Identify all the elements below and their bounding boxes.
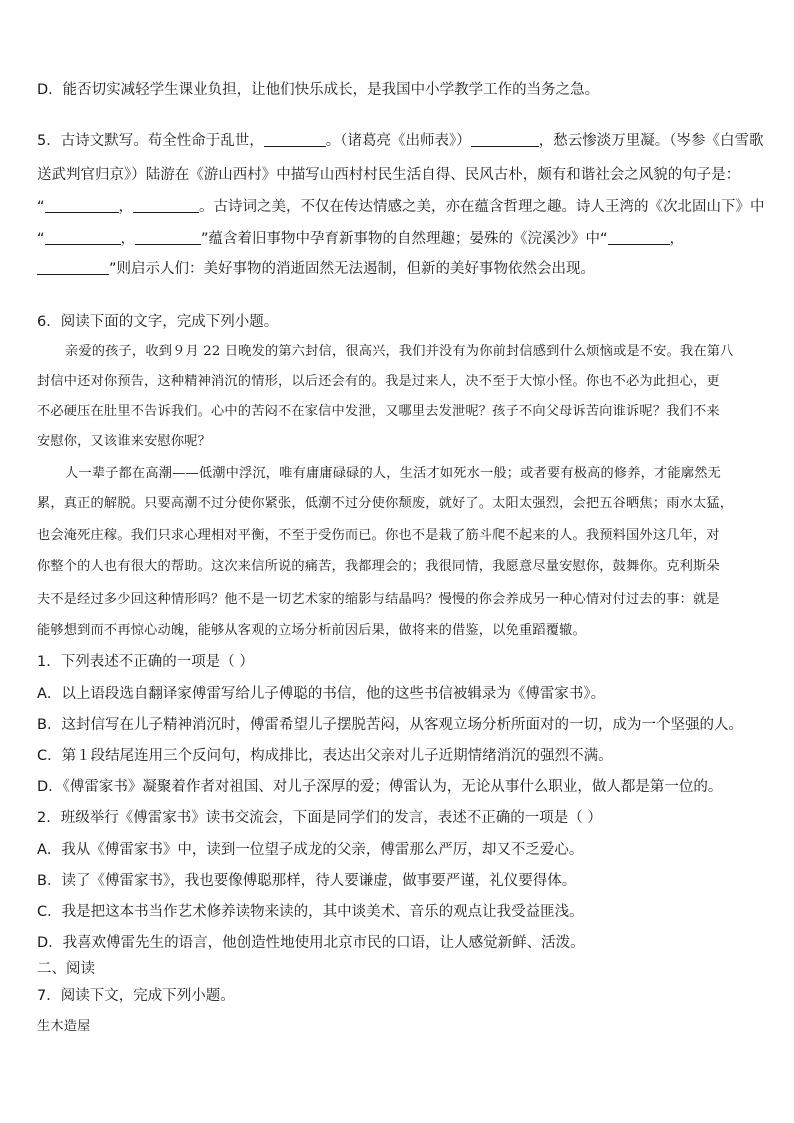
- answer-blank[interactable]: [264, 132, 326, 147]
- passage-title: 生木造屋: [37, 1019, 91, 1034]
- passage-line: 累，真正的解脱。只要高潮不过分使你紧张，低潮不过分使你颓废，就好了。太阳太强烈，会把五谷晒焦；雨水太猛，: [37, 496, 734, 511]
- passage-line: 人一辈子都在高潮——低潮中浮沉，唯有庸庸碌碌的人，生活才如死水一般；或者要有极高的修养，才能廓然无: [65, 466, 721, 481]
- answer-blank[interactable]: [608, 230, 670, 245]
- sub2-option-d[interactable]: D．我喜欢傅雷先生的语言，他创造性地使用北京市民的口语，让人感觉新鲜、活泼。: [37, 935, 585, 951]
- q5-line-1: [37, 130, 764, 152]
- passage-line: 不必硬压在肚里不告诉我们。心中的苦闷不在家信中发泄，又哪里去发泄呢？孩子不向父母诉苦向谁诉呢？我们不来: [37, 404, 720, 419]
- q7-intro: 7．阅读下文，完成下列小题。: [37, 988, 235, 1004]
- q5-text: ”则启示人们：美好事物的消逝固然无法遏制，但新的美好事物依然会出现。: [109, 261, 596, 277]
- q5-text: ”蕴含着旧事物中孕育新事物的自然理趣；晏殊的《浣溪沙》中“: [201, 231, 608, 247]
- passage-line: 也会淹死庄稼。我们只求心理相对平衡，不至于受伤而已。你也不是栽了筋斗爬不起来的人。我预料国外这几年，对: [37, 528, 720, 543]
- q5-text: 。（诸葛亮《出师表》）: [325, 133, 471, 149]
- q5-text: ，愁云惨淡万里凝。（岑参《白雪歌: [538, 133, 764, 149]
- sub1-option-b[interactable]: B．这封信写在儿子精神消沉时，傅雷希望儿子摆脱苦闷，从客观立场分析所面对的一切，成为一个坚强的人。: [37, 717, 743, 733]
- answer-blank[interactable]: [37, 260, 109, 275]
- answer-blank[interactable]: [45, 230, 121, 245]
- passage-line: 封信中还对你预告，这种精神消沉的情形，以后还会有的。我是过来人，决不至于大惊小怪。你也不必为此担心，更: [37, 374, 720, 389]
- q5-line-5: [37, 258, 757, 280]
- q5-text: 5．古诗文默写。苟全性命于乱世，: [37, 133, 264, 149]
- q5-text: “: [37, 199, 45, 215]
- passage-line: 能够想到而不再惊心动魄，能够从客观的立场分析前因后果，做将来的借鉴，以免重蹈覆辙。: [37, 623, 586, 638]
- sub2-option-a[interactable]: A．我从《傅雷家书》中，读到一位望子成龙的父亲，傅雷那么严厉，却又不乏爱心。: [37, 842, 584, 858]
- q5-text: 。古诗词之美，不仅在传达情感之美，亦在蕴含哲理之趣。诗人王湾的《次北固山下》中: [199, 199, 765, 215]
- q6-intro: 6．阅读下面的文字，完成下列小题。: [37, 314, 279, 330]
- q5-text: ，: [120, 231, 136, 247]
- answer-blank[interactable]: [471, 132, 539, 147]
- q5-line-3: [37, 196, 765, 218]
- passage-line: 夫不是经过多少回这种情形吗？他不是一切艺术家的缩影与结晶吗？慢慢的你会养成另一种心情对付过去的事：就是: [37, 592, 720, 607]
- answer-blank[interactable]: [45, 198, 119, 213]
- sub1-stem: 1．下列表述不正确的一项是（ ）: [37, 654, 254, 670]
- answer-blank[interactable]: [133, 198, 199, 213]
- q5-text: ，: [118, 199, 134, 215]
- passage-line: 安慰你，又该谁来安慰你呢？: [37, 434, 212, 449]
- q5-line-2: 送武判官归京》）陆游在《游山西村》中描写山西村村民生活自得、民风古朴，颇有和谐社会之风貌的句子是：: [37, 167, 741, 183]
- q4-option-d: D．能否切实减轻学生课业负担，让他们快乐成长，是我国中小学教学工作的当务之急。: [37, 82, 600, 98]
- sub2-option-c[interactable]: C．我是把这本书当作艺术修养读物来读的，其中谈美术、音乐的观点让我受益匪浅。: [37, 904, 584, 920]
- q5-text: ，: [669, 231, 685, 247]
- passage-line: 你整个的人也有很大的帮助。这次来信所说的痛苦，我都理会的；我很同情，我愿意尽量安慰你，鼓舞你。克利斯朵: [37, 559, 720, 574]
- sub1-option-d[interactable]: D．《傅雷家书》凝聚着作者对祖国、对儿子深厚的爱；傅雷认为，无论从事什么职业，做人都是第一位的。: [37, 779, 723, 795]
- sub2-stem: 2．班级举行《傅雷家书》读书交流会，下面是同学们的发言，表述不正确的一项是（ ）: [37, 810, 602, 826]
- section-heading: 二、阅读: [37, 961, 95, 977]
- sub2-option-b[interactable]: B．读了《傅雷家书》，我也要像傅聪那样，待人要谦虚，做事要严谨，礼仪要得体。: [37, 873, 577, 889]
- sub1-option-c[interactable]: C．第１段结尾连用三个反问句，构成排比，表达出父亲对儿子近期情绪消沉的强烈不满。: [37, 748, 613, 764]
- passage-line: 亲爱的孩子，收到９月 22 日晚发的第六封信，很高兴，我们并没有为你前封信感到什么烦恼或是不安。我在第八: [65, 344, 734, 359]
- q5-text: “: [37, 231, 45, 247]
- q5-line-4: [37, 228, 757, 250]
- answer-blank[interactable]: [135, 230, 201, 245]
- sub1-option-a[interactable]: A．以上语段选自翻译家傅雷写给儿子傅聪的书信，他的这些书信被辑录为《傅雷家书》。: [37, 686, 606, 702]
